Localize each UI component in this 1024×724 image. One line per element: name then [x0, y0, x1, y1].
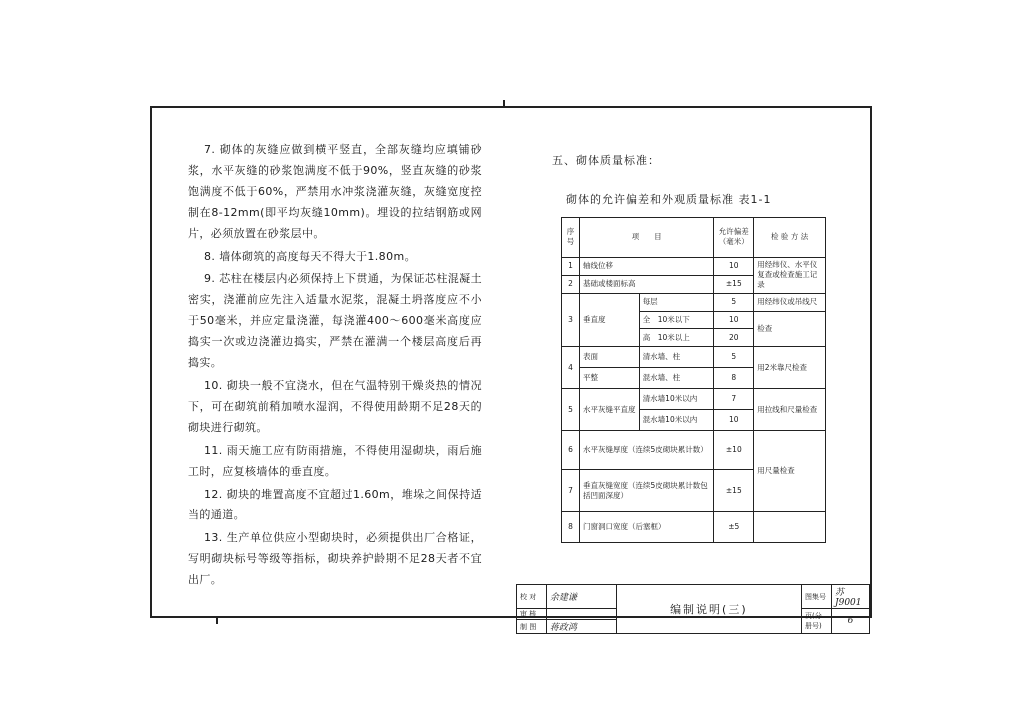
row6-no: 6	[562, 431, 580, 470]
atlas-label: 图集号	[802, 585, 832, 609]
row3-item: 垂直度	[579, 293, 639, 347]
note-13-text: 13. 生产单位供应小型砌块时，必须提供出厂合格证，写明砌块标号等级等指标，砌块养护龄期不足28天者不宜出厂。	[188, 531, 482, 587]
method-5: 用拉线和尺量检查	[754, 389, 826, 431]
row3-sub0: 每层	[639, 293, 714, 311]
drafter-label: 制 图	[517, 620, 547, 634]
table-row	[562, 512, 826, 543]
drafter-signature: 蒋政鸿	[546, 620, 616, 634]
row6-item: 水平灰缝厚度（连续5皮砌块累计数）	[579, 431, 713, 470]
table-row	[562, 257, 826, 275]
row4-tol1: 5	[714, 347, 754, 368]
title-block-row	[517, 585, 870, 609]
row7-no: 7	[562, 470, 580, 512]
row4-sub1: 清水墙、柱	[639, 347, 714, 368]
row1-item: 轴线位移	[579, 257, 713, 275]
table-row	[562, 389, 826, 410]
quality-standard-table	[561, 217, 826, 543]
row3-tol1: 10	[714, 311, 754, 329]
row3-sub1-text: 10米以下	[657, 315, 690, 325]
table-row	[562, 293, 826, 311]
header-no: 序号	[562, 218, 580, 258]
checker-signature: 余建谦	[546, 585, 616, 609]
note-10-text: 10. 砌块一般不宜浇水，但在气温特别干燥炎热的情况下，可在砌筑前稍加喷水湿润，不得使用龄期不足28天的砌块进行砌筑。	[188, 378, 482, 434]
row6-tol: ±10	[714, 431, 754, 470]
sheet-title: 编制说明(三)	[616, 585, 801, 634]
row7-tol: ±15	[714, 470, 754, 512]
method-4: 用2米靠尺检查	[754, 347, 826, 389]
note-11	[188, 441, 482, 483]
page-number: 6	[831, 609, 869, 634]
row4-item-a: 表面	[579, 347, 639, 368]
row3-sub2	[639, 329, 714, 347]
note-8-text: 8. 墙体砌筑的高度每天不得大于1.80m。	[204, 249, 416, 263]
row8-no: 8	[562, 512, 580, 543]
note-7	[188, 140, 482, 245]
row7-item: 垂直灰缝宽度（连续5皮砌块累计数包括凹面深度）	[579, 470, 713, 512]
table-header-row	[562, 218, 826, 258]
note-7-text: 7. 砌体的灰缝应做到横平竖直，全部灰缝均应填铺砂浆，水平灰缝的砂浆饱满度不低于90%，竖直灰缝的砂浆饱满度不低于60%，严禁用水冲浆浇灌灰缝，灰缝宽度控制在8-12mm(即平均灰缝10mm)。埋设的拉结钢筋或网片，必须放置在砂浆层中。	[188, 143, 482, 240]
table-row	[562, 431, 826, 470]
row5-sub1: 清水墙10米以内	[639, 389, 714, 410]
reviewer-signature	[546, 609, 616, 620]
row5-tol2: 10	[714, 410, 754, 431]
row1-tol: 10	[714, 257, 754, 275]
note-12-text: 12. 砌块的堆置高度不宜超过1.60m，堆垛之间保持适当的通道。	[188, 487, 482, 522]
row3-sub2-text: 10米以上	[657, 332, 690, 342]
table-row	[562, 347, 826, 368]
row2-item: 基础或楼面标高	[579, 275, 713, 293]
note-13	[188, 528, 482, 591]
row3-tol0: 5	[714, 293, 754, 311]
row1-no: 1	[562, 257, 580, 275]
note-9	[188, 269, 482, 374]
reviewer-label: 审 核	[517, 609, 547, 620]
row3-sub-high: 高	[642, 332, 651, 342]
row4-tol2: 8	[714, 368, 754, 389]
section-title: 五、砌体质量标准：	[552, 154, 660, 167]
page-label: 页(分册号)	[802, 609, 832, 634]
checker-label: 校 对	[517, 585, 547, 609]
row4-sub2: 混水墙、柱	[639, 368, 714, 389]
note-11-text: 11. 雨天施工应有防雨措施，不得使用湿砌块，雨后施工时，应复核墙体的垂直度。	[188, 443, 482, 478]
row3-sub1	[639, 311, 714, 329]
header-method: 检 验 方 法	[754, 218, 826, 258]
atlas-number: 苏J9001	[831, 585, 869, 609]
row8-item: 门窗洞口宽度（后塞框）	[579, 512, 713, 543]
method-1-2: 用经纬仪、水平仪复查或检查施工记录	[754, 257, 826, 293]
method-3b: 检查	[754, 311, 826, 347]
row4-item-b: 平整	[579, 368, 639, 389]
row5-no: 5	[562, 389, 580, 431]
row8-tol: ±5	[714, 512, 754, 543]
table-title: 砌体的允许偏差和外观质量标准 表1-1	[566, 193, 772, 206]
row5-sub2: 混水墙10米以内	[639, 410, 714, 431]
row5-tol1: 7	[714, 389, 754, 410]
method-8-empty	[754, 512, 826, 543]
row4-no: 4	[562, 347, 580, 389]
frame-tick-bottom	[216, 616, 218, 624]
row3-no: 3	[562, 293, 580, 347]
note-9-text: 9. 芯柱在楼层内必须保持上下贯通，为保证芯柱混凝土密实，浇灌前应先注入适量水泥浆，混凝土坍落度应不小于50毫米，并应定量浇灌，每浇灌400～600毫米高度应捣实一次或边浇灌边捣实，严禁在灌满一个楼层高度后再捣实。	[188, 272, 482, 370]
header-item: 项 目	[579, 218, 713, 258]
header-tolerance: 允许偏差（毫米）	[714, 218, 754, 258]
row3-tol2: 20	[714, 329, 754, 347]
note-10	[188, 376, 482, 439]
row2-tol: ±15	[714, 275, 754, 293]
row5-item: 水平灰缝平直度	[579, 389, 639, 431]
construction-notes	[188, 140, 482, 593]
method-6-7: 用尺量检查	[754, 431, 826, 512]
method-3a: 用经纬仪或吊线尺	[754, 293, 826, 311]
row2-no: 2	[562, 275, 580, 293]
row3-sub-full: 全	[642, 315, 651, 325]
note-8	[188, 247, 482, 268]
frame-tick-top	[503, 100, 505, 108]
title-block	[516, 584, 870, 633]
note-12	[188, 485, 482, 527]
